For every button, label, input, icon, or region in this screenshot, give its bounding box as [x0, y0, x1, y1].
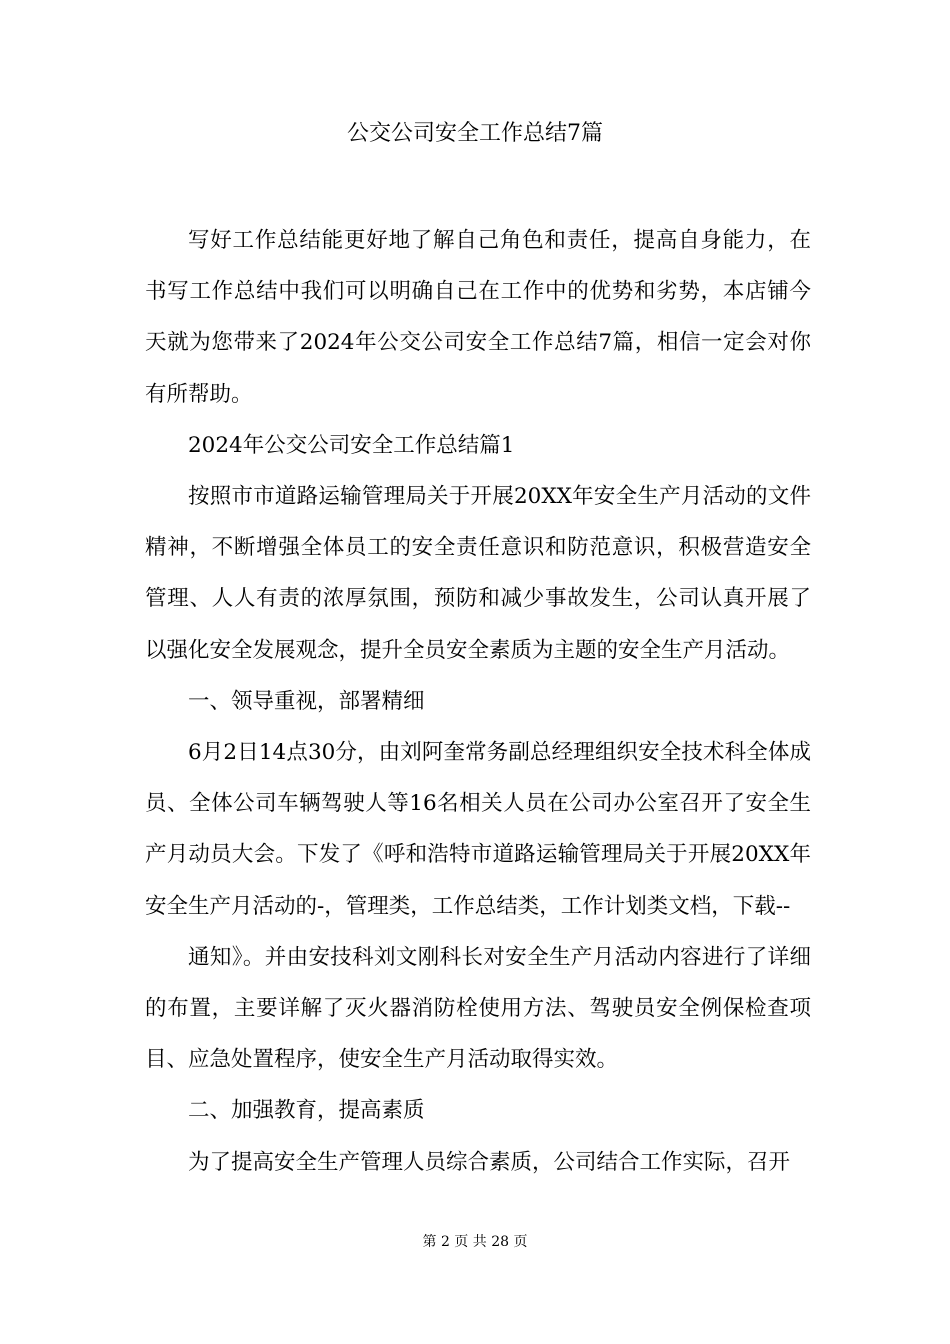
section-heading: 一、领导重视，部署精细: [188, 688, 425, 714]
document-title: 公交公司安全工作总结7篇: [347, 121, 603, 146]
body-paragraph: 为了提高安全生产管理人员综合素质，公司结合工作实际，召开: [188, 1149, 791, 1175]
body-paragraph: 按照市市道路运输管理局关于开展20XX年安全生产月活动的文件精神，不断增强全体员工的安全责任意识和防范意识，积极营造安全管理、人人有责的浓厚氛围，预防和减少事故发生，公司认真开展了以强化安全发展观念，提升全员安全素质为主题的安全生产月活动。: [145, 484, 811, 663]
page-number-footer: 第 2 页 共 28 页: [422, 1234, 528, 1250]
body-paragraph: 6月2日14点30分，由刘阿奎常务副总经理组织安全技术科全体成员、全体公司车辆驾驶人等16名相关人员在公司办公室召开了安全生产月动员大会。下发了《呼和浩特市道路运输管理局关于开展20XX年安全生产月活动的-，管理类，工作总结类，工作计划类文档，下载--: [145, 740, 811, 919]
body-paragraph: 通知》。并由安技科刘文刚科长对安全生产月活动内容进行了详细的布置，主要详解了灭火器消防栓使用方法、驾驶员安全例保检查项目、应急处置程序，使安全生产月活动取得实效。: [145, 944, 811, 1073]
document-body: [145, 215, 811, 1188]
section-heading: 二、加强教育，提高素质: [188, 1098, 425, 1124]
section-heading: 2024年公交公司安全工作总结篇1: [188, 432, 515, 458]
intro-paragraph: 写好工作总结能更好地了解自己角色和责任，提高自身能力，在书写工作总结中我们可以明确自己在工作中的优势和劣势，本店铺今天就为您带来了2024年公交公司安全工作总结7篇，相信一定会对你有所帮助。: [145, 228, 811, 407]
